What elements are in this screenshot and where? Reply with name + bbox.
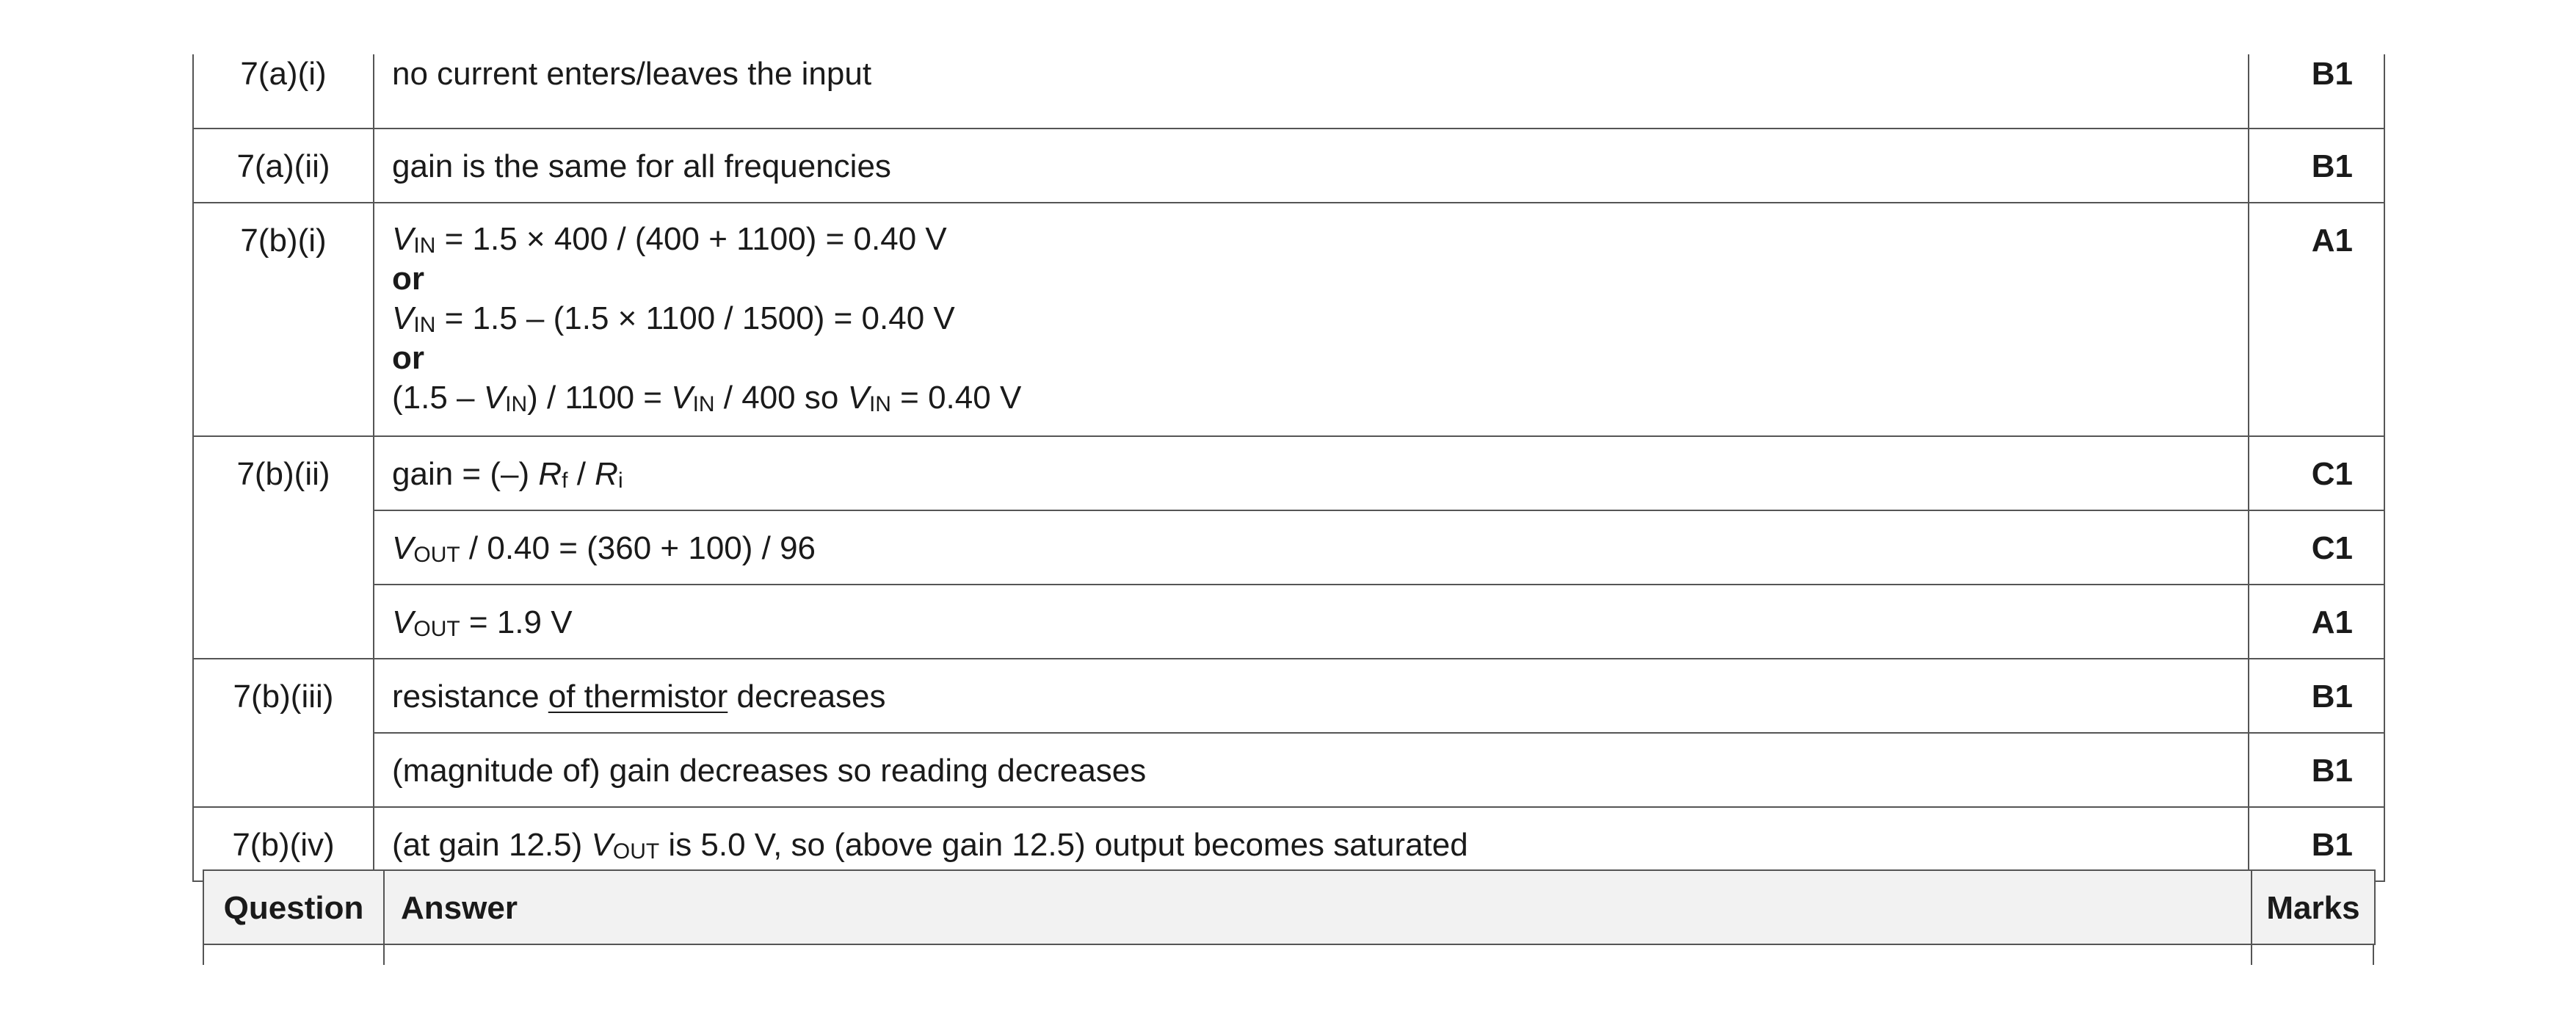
subscript: IN: [868, 392, 891, 416]
answer-cell: no current enters/leaves the input: [374, 54, 2249, 129]
underlined-text: of thermistor: [548, 679, 728, 715]
answer-text: resistance: [392, 679, 548, 715]
equation-text: / 0.40 = (360 + 100) / 96: [460, 530, 816, 566]
question-cell: 7(a)(i): [193, 54, 374, 129]
answer-text: (at gain 12.5): [392, 827, 592, 863]
subscript: f: [562, 469, 568, 493]
subscript: i: [617, 469, 623, 493]
variable: V: [392, 300, 414, 336]
question-cell: 7(b)(iv): [193, 807, 374, 881]
variable: R: [538, 456, 562, 492]
marks-cell: A1: [2249, 203, 2384, 436]
equation-text: = 1.5 × 400 / (400 + 1100) = 0.40 V: [435, 221, 947, 257]
equation-text: / 400 so: [714, 380, 848, 416]
answer-line: [392, 299, 2248, 339]
variable: V: [671, 380, 693, 416]
marks-cell: B1: [2249, 129, 2384, 203]
table-row: [193, 659, 2384, 733]
question-cell: 7(b)(i): [193, 203, 374, 436]
table-row: [193, 585, 2384, 659]
subscript: IN: [505, 392, 528, 416]
answer-cell: [374, 203, 2249, 436]
table-row: [193, 203, 2384, 436]
question-cell: 7(a)(ii): [193, 129, 374, 203]
variable: R: [595, 456, 618, 492]
subscript: OUT: [413, 543, 460, 567]
header-answer: Answer: [384, 870, 2252, 944]
table-row: [193, 510, 2384, 585]
table-row: [193, 129, 2384, 203]
variable: V: [483, 380, 506, 416]
answer-line: [392, 378, 2248, 418]
equation-text: = 0.40 V: [890, 380, 1022, 416]
column-line: [2373, 944, 2374, 965]
answer-cell: [374, 659, 2249, 733]
answer-cell: [374, 510, 2249, 585]
variable: V: [392, 221, 414, 257]
column-line: [2251, 944, 2252, 965]
subscript: OUT: [612, 839, 660, 864]
marks-cell: C1: [2249, 436, 2384, 510]
or-label: or: [392, 340, 424, 376]
table-row: [193, 436, 2384, 510]
marks-cell: B1: [2249, 807, 2384, 881]
variable: V: [392, 530, 414, 566]
variable: V: [392, 604, 414, 640]
answer-line: [392, 220, 2248, 259]
header-marks: Marks: [2252, 870, 2375, 944]
question-cell: 7(b)(iii): [193, 659, 374, 807]
column-line: [203, 944, 204, 965]
table-row: [193, 54, 2384, 129]
header-table: [203, 869, 2376, 945]
marks-cell: C1: [2249, 510, 2384, 585]
mark-scheme-table: [192, 54, 2385, 882]
header-question: Question: [203, 870, 384, 944]
equation-text: /: [567, 456, 595, 492]
marks-cell: B1: [2249, 54, 2384, 129]
answer-cell: [374, 585, 2249, 659]
equation-text: (1.5 –: [392, 380, 484, 416]
header-row: [203, 870, 2375, 944]
marks-cell: B1: [2249, 733, 2384, 807]
table-row: [193, 733, 2384, 807]
variable: V: [847, 380, 869, 416]
equation-text: ) / 1100 =: [527, 380, 672, 416]
marks-cell: B1: [2249, 659, 2384, 733]
answer-cell: gain is the same for all frequencies: [374, 129, 2249, 203]
variable: V: [591, 827, 613, 863]
or-label: or: [392, 261, 424, 297]
question-cell: 7(b)(ii): [193, 436, 374, 659]
answer-cell: (magnitude of) gain decreases so reading decreases: [374, 733, 2249, 807]
equation-text: = 1.5 – (1.5 × 1100 / 1500) = 0.40 V: [435, 300, 955, 336]
subscript: IN: [413, 234, 436, 258]
marks-cell: A1: [2249, 585, 2384, 659]
subscript: IN: [692, 392, 715, 416]
column-line: [383, 944, 385, 965]
answer-cell: [374, 436, 2249, 510]
equation-text: gain = (–): [392, 456, 539, 492]
answer-text: decreases: [728, 679, 886, 715]
equation-text: = 1.9 V: [460, 604, 573, 640]
subscript: IN: [413, 313, 436, 337]
subscript: OUT: [413, 617, 460, 641]
next-row-stub: [203, 944, 2374, 965]
answer-text: is 5.0 V, so (above gain 12.5) output becomes saturated: [659, 827, 1468, 863]
